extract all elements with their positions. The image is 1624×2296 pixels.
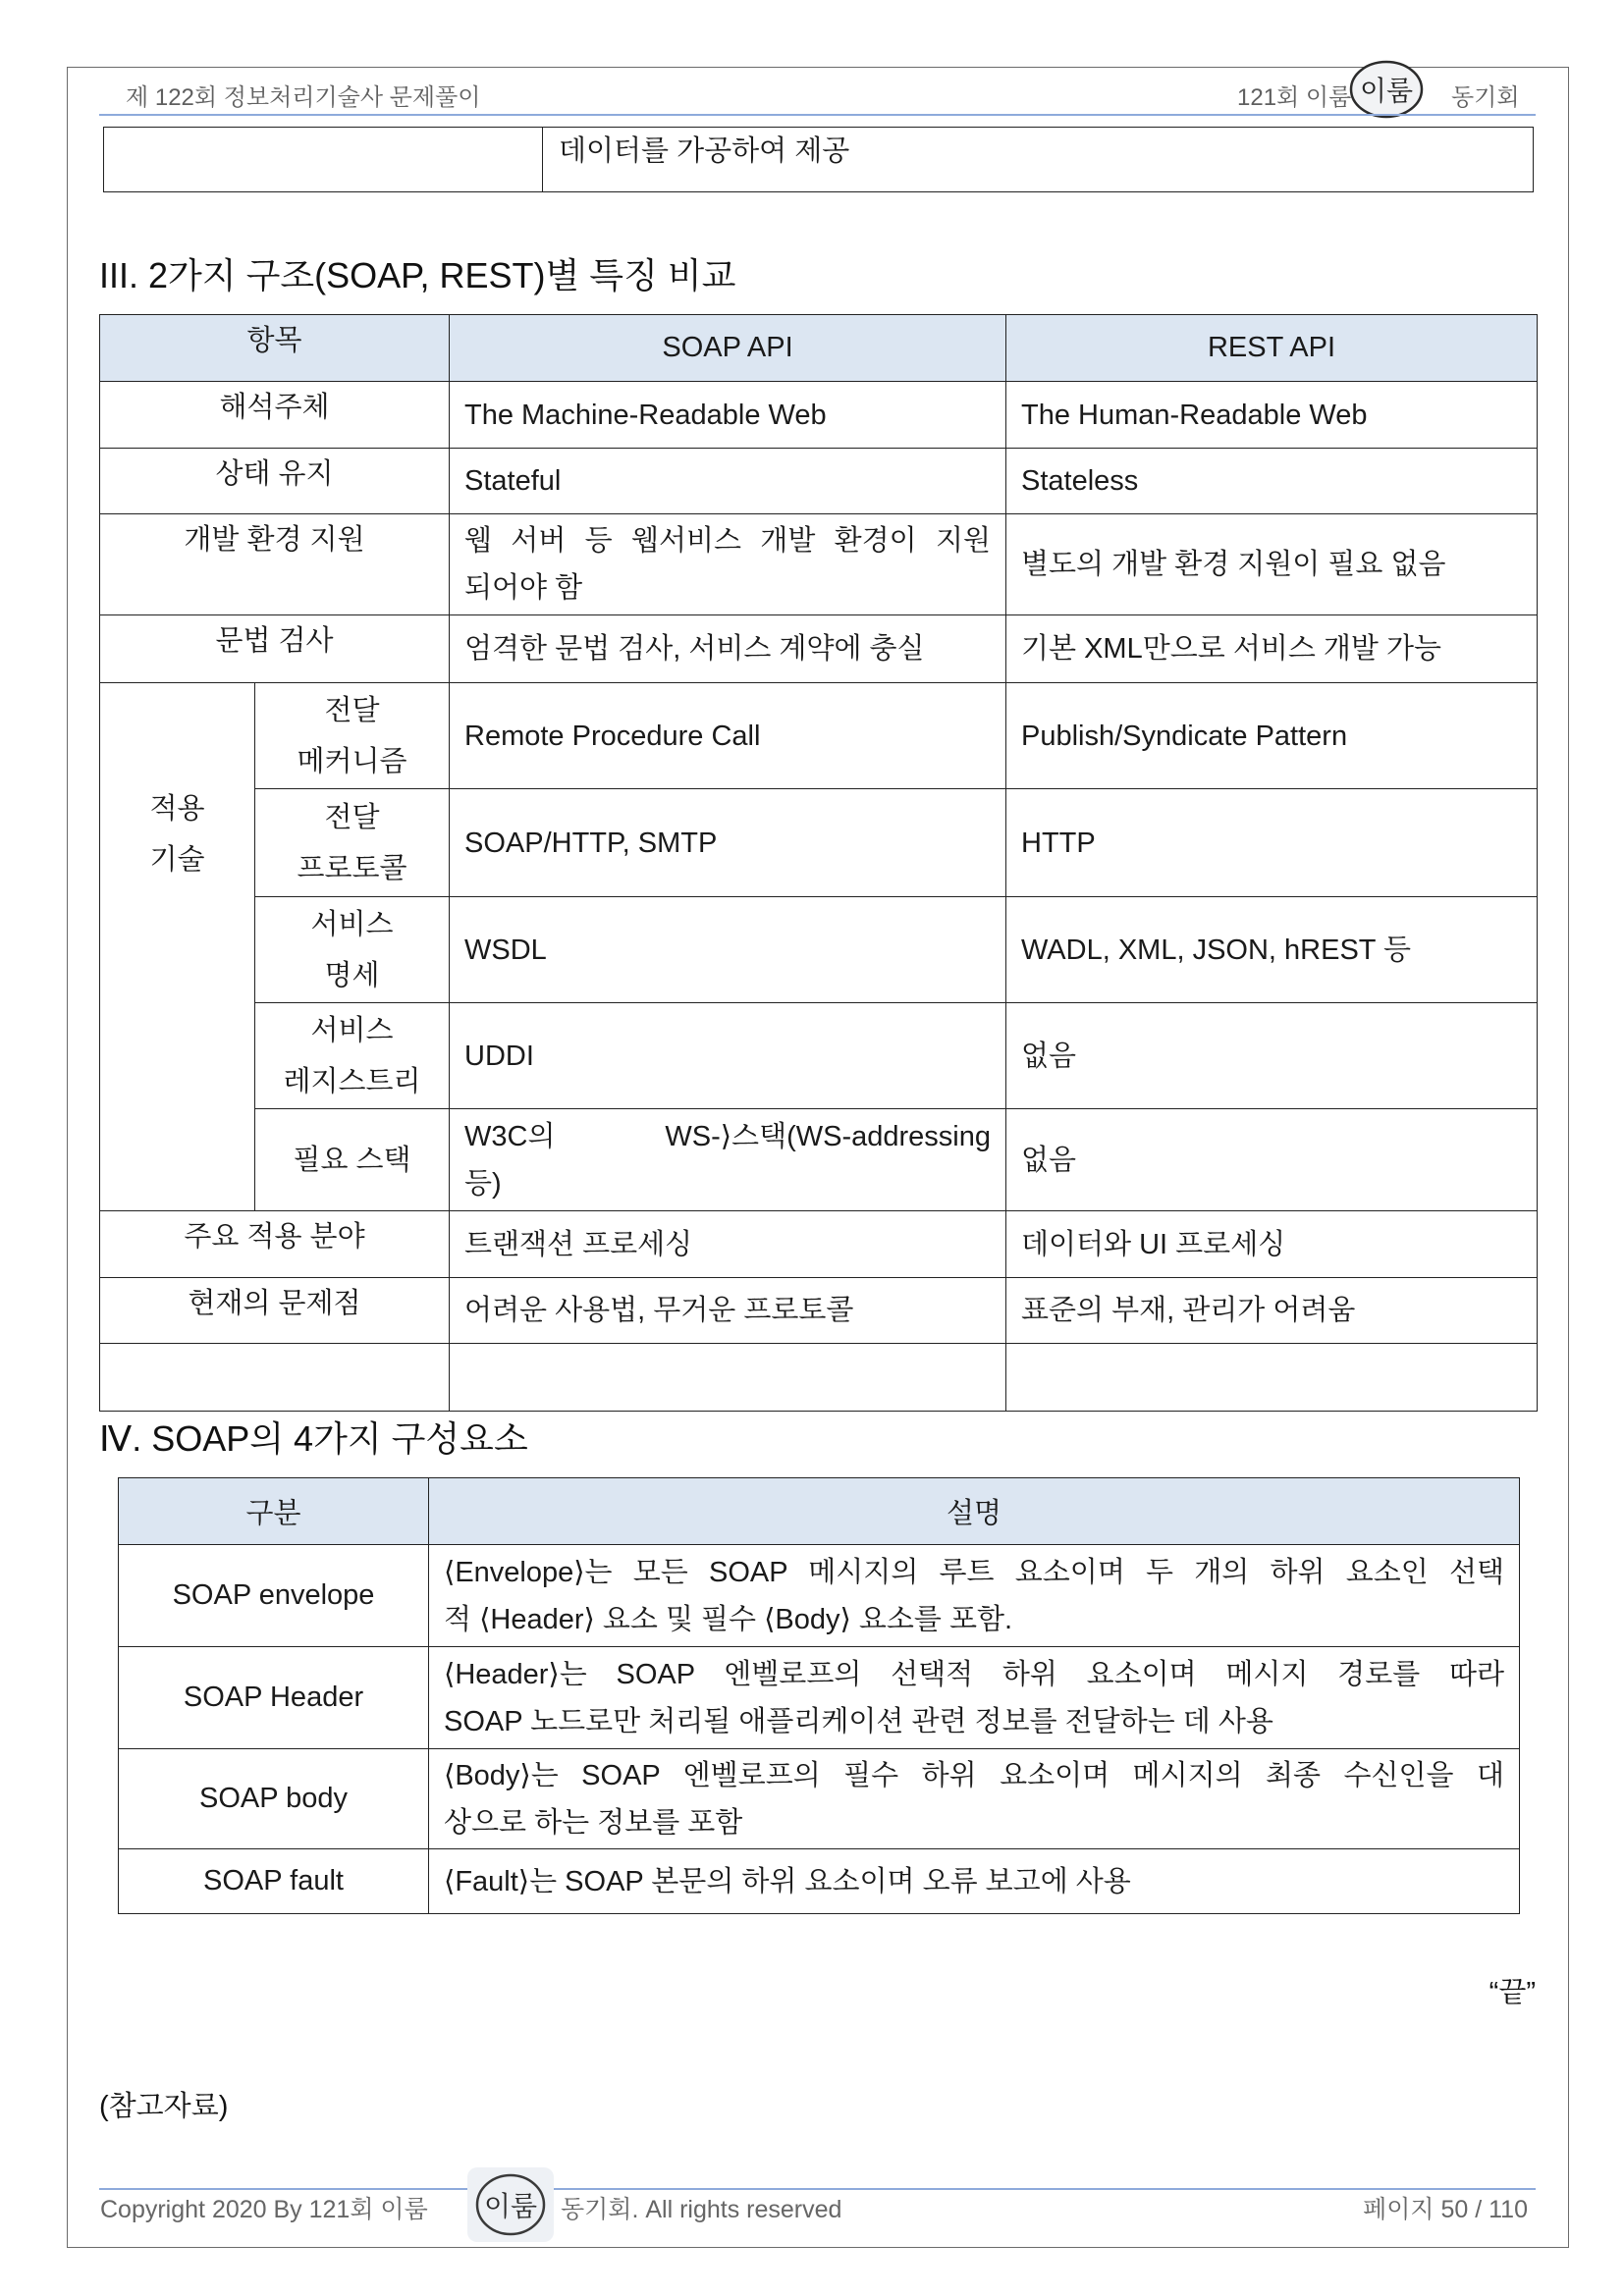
cell-text: 기본 XML만으로 서비스 개발 가능	[1021, 633, 1442, 665]
logo-icon	[465, 2165, 556, 2244]
cell-text: Publish/Syndicate Pattern	[1021, 720, 1348, 752]
logo-lettering: 이룸	[1359, 75, 1414, 107]
sub-label-line: 서비스	[310, 908, 394, 940]
header-title: 제 122회 정보처리기술사 문제풀이	[126, 84, 481, 111]
component-description	[429, 1849, 1520, 1914]
cell-text: 별도의 개발 환경 지원이 필요 없음	[1021, 549, 1446, 580]
group-label-line: 적용	[149, 793, 205, 825]
table-row	[100, 615, 1538, 683]
section-4-title: Ⅳ. SOAP의 4가지 구성요소	[99, 1418, 528, 1459]
soap-cell	[450, 1109, 1006, 1211]
cell-text: 트랜잭션 프로세싱	[464, 1228, 693, 1260]
sub-row-label	[255, 683, 450, 789]
rest-cell	[1006, 1003, 1538, 1109]
cell-text: SOAP/HTTP, SMTP	[464, 827, 718, 859]
sub-row-label	[255, 1109, 450, 1211]
header-logo	[1345, 57, 1428, 122]
sub-row-label	[255, 897, 450, 1003]
cell-text-line: 되어야 함	[464, 572, 583, 604]
footer-logo	[465, 2165, 556, 2244]
cell-text: 데이터와 UI 프로세싱	[1021, 1228, 1286, 1260]
rest-cell	[1006, 789, 1538, 897]
sub-label-line: 필요 스택	[293, 1144, 411, 1176]
cell-text: 표준의 부재, 관리가 어려움	[1021, 1295, 1356, 1326]
table-row	[104, 128, 1534, 192]
comparison-table	[99, 314, 1538, 1412]
cell-text: 없음	[1021, 1040, 1077, 1072]
header-rule	[99, 114, 1536, 116]
row-label: 문법 검사	[100, 615, 450, 683]
cell-text: WADL, XML, JSON, hREST 등	[1021, 934, 1412, 966]
column-header-description: 설명	[429, 1478, 1520, 1545]
table-cell-empty	[100, 1344, 450, 1412]
cell-text: Stateless	[1021, 465, 1139, 497]
table-row	[100, 683, 1538, 789]
cell-text: The Machine-Readable Web	[464, 399, 827, 431]
component-name: SOAP envelope	[119, 1545, 429, 1647]
soap-cell	[450, 382, 1006, 449]
soap-cell	[450, 897, 1006, 1003]
table-row	[100, 789, 1538, 897]
soap-cell	[450, 1211, 1006, 1278]
group-label-line: 기술	[149, 844, 205, 876]
footer-rule	[99, 2188, 1536, 2190]
rest-cell	[1006, 514, 1538, 615]
soap-cell	[450, 514, 1006, 615]
column-header-category: 구분	[119, 1478, 429, 1545]
description-line: 상으로 하는 정보를 포함	[444, 1806, 743, 1839]
table-row	[119, 1545, 1520, 1647]
sub-label-line: 명세	[324, 959, 380, 991]
table-cell: 데이터를 가공하여 제공	[543, 128, 1534, 192]
logo-lettering: 이룸	[483, 2190, 538, 2222]
component-description	[429, 1647, 1520, 1749]
sub-row-label	[255, 1003, 450, 1109]
continued-table	[103, 127, 1534, 192]
component-name: SOAP Header	[119, 1647, 429, 1749]
table-row	[100, 897, 1538, 1003]
header-group-name: 121회 이룸	[1237, 84, 1352, 111]
description-line: ⟨Header⟩는 SOAP 엔벨로프의 선택적 하위 요소이며 메시지 경로를 따라	[444, 1658, 1504, 1690]
table-row	[119, 1749, 1520, 1849]
table-header-row	[100, 315, 1538, 382]
sub-label-line: 메커니즘	[297, 745, 407, 777]
components-table	[118, 1477, 1520, 1914]
sub-label-line: 전달	[324, 694, 380, 726]
sub-row-label	[255, 789, 450, 897]
cell-text: Stateful	[464, 465, 562, 497]
description-line: SOAP 노드로만 처리될 애플리케이션 관련 정보를 전달하는 데 사용	[444, 1705, 1273, 1737]
table-cell-empty	[1006, 1344, 1538, 1412]
description-line: 적 ⟨Header⟩ 요소 및 필수 ⟨Body⟩ 요소를 포함.	[444, 1603, 1013, 1635]
component-name: SOAP fault	[119, 1849, 429, 1914]
table-row-empty	[100, 1344, 1538, 1412]
table-cell-empty	[450, 1344, 1006, 1412]
section-3-title: III. 2가지 구조(SOAP, REST)별 특징 비교	[99, 255, 736, 295]
soap-cell	[450, 789, 1006, 897]
rest-cell	[1006, 683, 1538, 789]
column-header-item: 항목	[100, 315, 450, 382]
description-line: ⟨Envelope⟩는 모든 SOAP 메시지의 루트 요소이며 두 개의 하위 요소인 선택	[444, 1556, 1504, 1588]
table-header-row	[119, 1478, 1520, 1545]
cell-text: UDDI	[464, 1040, 534, 1072]
sub-label-line: 프로토콜	[297, 852, 407, 884]
row-label: 상태 유지	[100, 449, 450, 514]
row-label: 현재의 문제점	[100, 1278, 450, 1344]
footer-copyright: Copyright 2020 By 121회 이룸	[100, 2196, 428, 2223]
cell-text: The Human-Readable Web	[1021, 399, 1368, 431]
column-header-rest: REST API	[1006, 315, 1538, 382]
component-description	[429, 1545, 1520, 1647]
description-line: ⟨Fault⟩는 SOAP 본문의 하위 요소이며 오류 보고에 사용	[444, 1865, 1131, 1897]
soap-cell	[450, 615, 1006, 683]
rest-cell	[1006, 382, 1538, 449]
footer-rights: 동기회. All rights reserved	[561, 2196, 842, 2223]
description-line: ⟨Body⟩는 SOAP 엔벨로프의 필수 하위 요소이며 메시지의 최종 수신인을 대	[444, 1759, 1504, 1791]
table-row	[100, 1003, 1538, 1109]
cell-text: HTTP	[1021, 827, 1096, 859]
end-mark: “끝”	[1489, 1977, 1536, 2008]
table-row	[100, 1211, 1538, 1278]
rest-cell	[1006, 615, 1538, 683]
sub-label-line: 서비스	[310, 1014, 394, 1046]
row-label: 주요 적용 분야	[100, 1211, 450, 1278]
table-row	[100, 514, 1538, 615]
group-label-applied-tech	[100, 683, 255, 1211]
cell-text: Remote Procedure Call	[464, 720, 761, 752]
references-label: (참고자료)	[99, 2091, 229, 2122]
rest-cell	[1006, 1211, 1538, 1278]
table-row	[119, 1849, 1520, 1914]
cell-text: WSDL	[464, 934, 547, 966]
rest-cell	[1006, 1278, 1538, 1344]
table-row	[119, 1647, 1520, 1749]
soap-cell	[450, 1278, 1006, 1344]
soap-cell	[450, 1003, 1006, 1109]
soap-cell	[450, 449, 1006, 514]
cell-text-line: W3C의 WS-⟩스택(WS-addressing	[464, 1120, 991, 1152]
table-row	[100, 382, 1538, 449]
cell-text: 엄격한 문법 검사, 서비스 계약에 충실	[464, 633, 925, 665]
cell-text-line: 등)	[464, 1167, 502, 1200]
column-header-soap: SOAP API	[450, 315, 1006, 382]
table-cell-empty	[104, 128, 543, 192]
rest-cell	[1006, 1109, 1538, 1211]
header-group-suffix: 동기회	[1451, 84, 1520, 111]
rest-cell	[1006, 449, 1538, 514]
table-row	[100, 449, 1538, 514]
page-number: 페이지 50 / 110	[1363, 2196, 1528, 2223]
table-row	[100, 1109, 1538, 1211]
cell-text: 어려운 사용법, 무거운 프로토콜	[464, 1295, 854, 1326]
row-label: 해석주체	[100, 382, 450, 449]
sub-label-line: 전달	[324, 801, 380, 833]
soap-cell	[450, 683, 1006, 789]
cell-text: 없음	[1021, 1144, 1077, 1176]
table-row	[100, 1278, 1538, 1344]
logo-icon	[1345, 57, 1428, 122]
rest-cell	[1006, 897, 1538, 1003]
cell-text-line: 웹 서버 등 웹서비스 개발 환경이 지원	[464, 525, 991, 557]
component-description	[429, 1749, 1520, 1849]
component-name: SOAP body	[119, 1749, 429, 1849]
sub-label-line: 레지스트리	[283, 1065, 421, 1097]
row-label: 개발 환경 지원	[100, 514, 450, 615]
